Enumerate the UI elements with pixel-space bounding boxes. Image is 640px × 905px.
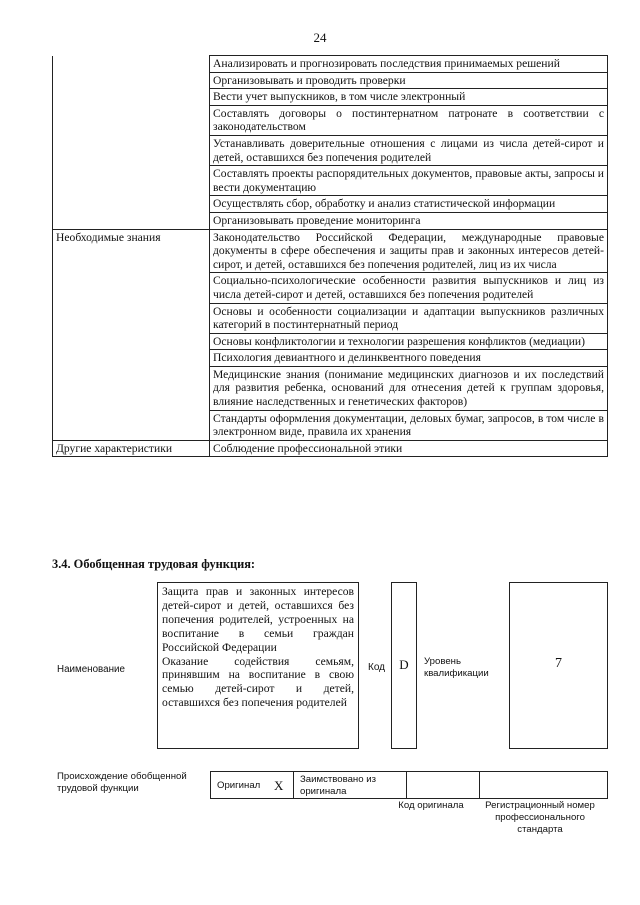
row-category xyxy=(53,89,210,106)
level-box xyxy=(509,582,608,749)
row-description: Организовывать проведение мониторинга xyxy=(210,212,608,229)
table-row xyxy=(53,72,608,89)
table-row xyxy=(53,56,608,73)
origin-label: Происхождение обобщенной трудовой функции xyxy=(57,771,187,794)
row-category xyxy=(53,366,210,410)
table-row xyxy=(53,273,608,303)
row-description: Медицинские знания (понимание медицинских диагнозов и их последствий для развития ребенка, оснований для отнесения детей к группам здоровья, влияние наследственных и генетических факторов) xyxy=(210,366,608,410)
function-name-box xyxy=(157,582,359,749)
table-row xyxy=(53,366,608,410)
borrowed-label: Заимствовано из оригинала xyxy=(300,774,376,797)
row-category xyxy=(53,350,210,367)
row-description: Психология девиантного и делинквентного поведения xyxy=(210,350,608,367)
table-row xyxy=(53,196,608,213)
row-description: Анализировать и прогнозировать последствия принимаемых решений xyxy=(210,56,608,73)
table-row xyxy=(53,410,608,440)
code-box xyxy=(391,582,417,749)
table-row xyxy=(53,333,608,350)
table-row xyxy=(53,350,608,367)
section-title: 3.4. Обобщенная трудовая функция: xyxy=(52,557,256,571)
row-category xyxy=(53,212,210,229)
row-description: Составлять договоры о постинтернатном патронате в соответствии с законодательством xyxy=(210,105,608,135)
row-description: Социально-психологические особенности развития выпускников и лиц из числа детей-сирот и детей, оставшихся без попечения родителей xyxy=(210,273,608,303)
function-name-text-2: Оказание содействия семьям, принявшим на воспитание в свою семью детей-сирот и детей, оставшихся без попечения родителей xyxy=(162,654,354,710)
page-number: 24 xyxy=(313,30,327,45)
row-category xyxy=(53,273,210,303)
row-category xyxy=(53,166,210,196)
row-description: Организовывать и проводить проверки xyxy=(210,72,608,89)
row-description: Основы и особенности социализации и адаптации выпускников различных категорий в постинтернатный период xyxy=(210,303,608,333)
code-value: D xyxy=(399,657,409,672)
row-description: Законодательство Российской Федерации, международные правовые документы в сфере обеспечения и защиты прав и законных интересов детей-сирот, и детей, оставшихся без попечения родителей, лиц из их числа xyxy=(210,229,608,273)
borrowed-cell xyxy=(293,771,406,799)
table-row xyxy=(53,229,608,273)
table-row xyxy=(53,166,608,196)
name-label: Наименование xyxy=(57,664,125,675)
row-description: Устанавливать доверительные отношения с лицами из числа детей-сирот и детей, оставшихся без попечения родителей xyxy=(210,135,608,165)
row-description: Соблюдение профессиональной этики xyxy=(210,440,608,457)
row-category xyxy=(53,105,210,135)
code-label: Код xyxy=(368,662,386,673)
row-description: Вести учет выпускников, в том числе электронный xyxy=(210,89,608,106)
row-category xyxy=(53,56,210,73)
row-category: Другие характеристики xyxy=(53,440,210,457)
row-category xyxy=(53,410,210,440)
table-row xyxy=(53,105,608,135)
original-cell xyxy=(210,771,293,799)
row-category xyxy=(53,72,210,89)
original-label: Оригинал xyxy=(217,780,261,791)
table-row xyxy=(53,212,608,229)
row-description: Составлять проекты распорядительных документов, правовые акты, запросы и вести документацию xyxy=(210,166,608,196)
original-mark: X xyxy=(274,778,284,793)
code-original-cell xyxy=(406,771,479,799)
row-category xyxy=(53,196,210,213)
reg-number-caption: Регистрационный номер профессионального стандарта xyxy=(485,800,595,835)
row-category xyxy=(53,135,210,165)
row-description: Стандарты оформления документации, деловых бумаг, запросов, в том числе в электронном виде, правила их хранения xyxy=(210,410,608,440)
table-row xyxy=(53,440,608,457)
table-row xyxy=(53,303,608,333)
function-name-text-1: Защита прав и законных интересов детей-сирот и детей, оставшихся без попечения родителей, устроенных на воспитание в семьи граждан Российской Федерации xyxy=(162,585,354,654)
row-category xyxy=(53,303,210,333)
level-label: Уровень квалификации xyxy=(424,656,489,679)
code-original-caption: Код оригинала xyxy=(398,800,464,811)
reg-number-cell xyxy=(479,771,608,799)
row-description: Осуществлять сбор, обработку и анализ статистической информации xyxy=(210,196,608,213)
row-category xyxy=(53,333,210,350)
row-description: Основы конфликтологии и технологии разрешения конфликтов (медиации) xyxy=(210,333,608,350)
table-row xyxy=(53,89,608,106)
table-row xyxy=(53,135,608,165)
row-category: Необходимые знания xyxy=(53,229,210,273)
level-value: 7 xyxy=(555,656,562,671)
origin-row xyxy=(210,771,608,799)
competency-table xyxy=(52,55,608,457)
